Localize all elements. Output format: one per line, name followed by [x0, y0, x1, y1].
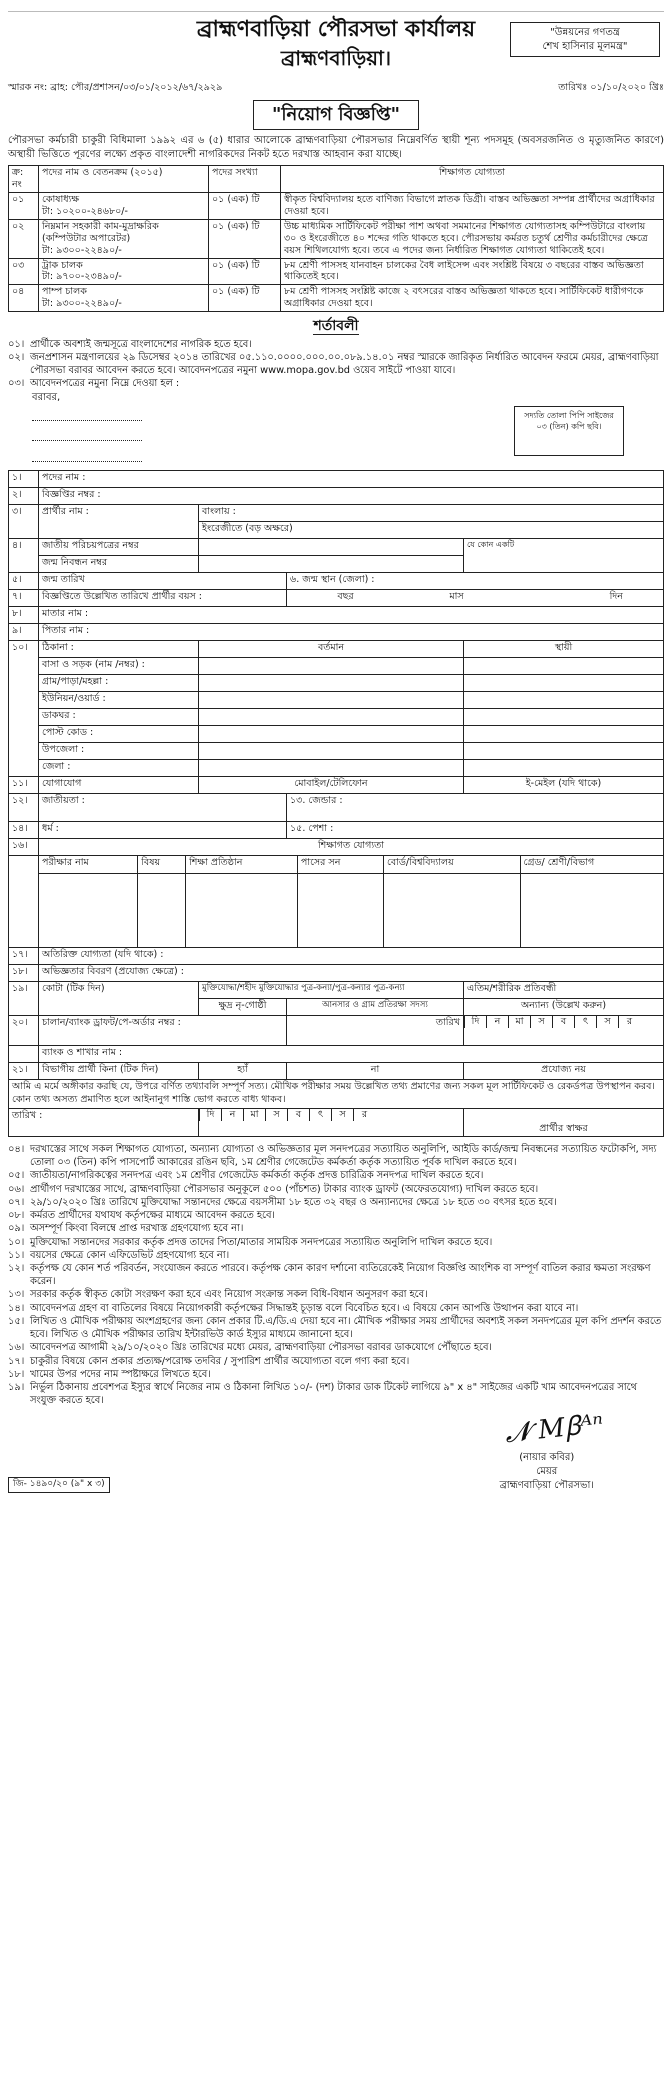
row-count: ০১ (এক) টি: [209, 258, 281, 285]
father-name-label: পিতার নাম :: [39, 624, 664, 641]
present-cell: [199, 658, 464, 675]
present-address-head: বর্তমান: [199, 641, 464, 658]
union-label: ইউনিয়ন/ওয়ার্ড :: [39, 692, 199, 709]
nationality-label: জাতীয়তা :: [39, 794, 287, 822]
edu-col-board: বোর্ড/বিশ্ববিদ্যালয়: [384, 856, 521, 873]
date-box: ব: [552, 1016, 574, 1028]
permanent-cell: [464, 658, 664, 675]
signature-block: [8, 1407, 664, 1502]
declaration-text: আমি এ মর্মে অঙ্গীকার করছি যে, উপরে বর্ণিত তথ্যাবলি সম্পূর্ণ সত্য। মৌখিক পরীক্ষার সময় উল্লেখিত তথ্য প্রমাণের জন্য সকল মূল সার্টিফিকেট ও রেকর্ডপত্র উপস্থাপন করব। কোন তথ্য অসত্য প্রমাণিত হলে আইনানুগ শাস্তি ভোগ করতে বাধ্য থাকব।: [9, 1080, 664, 1109]
post-pay: টা: ৯৭০০-২৩৪৯০/-: [42, 271, 122, 283]
draft-date-boxes: [464, 1016, 664, 1046]
row-serial: ০২: [9, 219, 39, 258]
date-box: ন: [486, 1016, 508, 1028]
form-row-education: [9, 839, 664, 856]
item-number: ০৫।: [8, 1170, 25, 1182]
row-count: ০১ (এক) টি: [209, 285, 281, 312]
edu-cell: [39, 873, 138, 947]
list-item: [8, 1288, 664, 1301]
conditions-heading-wrap: [8, 318, 664, 336]
religion-label: ধর্ম :: [39, 822, 287, 839]
row-number: ১৯।: [9, 982, 39, 1016]
row-number: ২।: [9, 488, 39, 505]
departmental-yes: হ্যাঁ: [199, 1063, 287, 1080]
item-text: মুক্তিযোদ্ধা সন্তানদের সরকার কর্তৃক প্রদত্ত তাদের পিতা/মাতার সাময়িক সনদপত্রের সত্যায়িত অনুলিপি দাখিল করতে হবে।: [30, 1236, 493, 1248]
list-item: [8, 1249, 664, 1262]
edu-cell: [384, 873, 521, 947]
memo-row: [8, 82, 664, 94]
date-box: ন: [221, 1109, 243, 1121]
name-bangla-field: বাংলায় :: [199, 505, 664, 522]
contact-label: যোগাযোগ: [39, 777, 199, 794]
nid-field: [199, 539, 464, 556]
posts-header-row: [9, 166, 664, 193]
present-cell: [199, 692, 464, 709]
conditions-list-bottom: [8, 1143, 664, 1407]
date-boxes: [199, 1109, 463, 1121]
memo-number: স্মারক নং: ব্রাহ: পৌর/প্রশাসন/০৩/০১/২০১২/৬৭/২৯২৯: [8, 82, 223, 93]
addressee: বরাবর,: [32, 392, 61, 404]
item-number: ০৬।: [8, 1183, 25, 1195]
row-number: ২১।: [9, 1063, 39, 1080]
row-qualification: উচ্চ মাধ্যমিক সার্টিফিকেট পরীক্ষা পাশ অথবা সমমানের শিক্ষাগত যোগ্যতাসহ কম্পিউটারে বাংলায় ৩০ ও ইংরেজীতে ৪০ শব্দের গতি থাকতে হবে। পৌরসভায় কর্মরত চতুর্থ শ্রেণীর কর্মচারীদের ক্ষেত্রে বয়স শিথিলযোগ্য হবে। তবে এ পদের জন্য নির্ধারিত শিক্ষাগত যোগ্যতা থাকিতেই হবে।: [281, 219, 664, 258]
row-number: ২০।: [9, 1016, 39, 1046]
form-row-address-line: [9, 709, 664, 726]
list-item: [8, 1169, 664, 1182]
row-number: ৯।: [9, 624, 39, 641]
years-label: বছর: [337, 591, 354, 603]
list-item: [8, 1368, 664, 1381]
dotted-line: [32, 452, 142, 462]
notice-title-wrap: [8, 100, 664, 131]
date-box: স: [331, 1109, 353, 1121]
list-item: [8, 338, 664, 351]
form-row-address-line: [9, 760, 664, 777]
signer-details: [500, 1451, 594, 1493]
form-row-dob: [9, 573, 664, 590]
edu-cell: [297, 873, 383, 947]
item-text: নির্ভুল ঠিকানায় প্রবেশপত্র ইস্যুর স্বার্থে নিজের নাম ও ঠিকানা লিখিত ১০/- (দশ) টাকার ডাক টিকেট লাগিয়ে ৯" x ৪" সাইজের একটি খাম আবেদনপত্রের সাথে সংযুক্ত করতে হবে।: [30, 1381, 637, 1407]
table-row: [9, 193, 664, 220]
item-number: ০৪।: [8, 1144, 25, 1155]
row-serial: ০১: [9, 193, 39, 220]
form-row-declaration-date: [9, 1109, 664, 1137]
row-number: ১২।: [9, 794, 39, 822]
declaration-date-label: তারিখ :: [12, 1110, 43, 1121]
education-header-row: [39, 856, 663, 873]
date-box: মা: [243, 1109, 265, 1121]
post-name: পাম্প চালক: [42, 286, 87, 298]
draft-date-label: তারিখ: [287, 1016, 464, 1046]
item-text: জাতীয়তা/নাগরিকত্বের সনদপত্র এবং ১ম শ্রেণীর গেজেটেড কর্মকর্তা কর্তৃক প্রদত্ত চারিত্রিক সনদপত্র দাখিল করতে হবে।: [30, 1170, 484, 1182]
addressee-block: [8, 392, 664, 464]
item-number: ০১।: [8, 338, 25, 350]
row-number: ৭।: [9, 590, 39, 607]
form-row-religion: [9, 822, 664, 839]
item-text: কর্মরত প্রার্থীদের যথাযথ কর্তৃপক্ষের মাধ্যমে আবেদন করতে হবে।: [30, 1210, 275, 1222]
post-name: নিম্নমান সহকারী কাম-মুদ্রাক্ষরিক (কম্পিউটার অপারেটর): [42, 220, 159, 244]
form-row-address-head: [9, 641, 664, 658]
edu-col-grade: গ্রেড/ শ্রেণী/বিভাগ: [520, 856, 663, 873]
days-label: দিন: [609, 591, 623, 603]
notice-number-field: বিজ্ঞপ্তির নম্বর :: [39, 488, 664, 505]
row-number: ৪।: [9, 539, 39, 573]
edu-cell: [186, 873, 298, 947]
spacer-cell: [9, 856, 39, 948]
form-row-address-line: [9, 743, 664, 760]
item-number: ০৯।: [8, 1223, 25, 1235]
item-text: খামের উপর পদের নাম স্পষ্টাক্ষরে লিখতে হবে।: [30, 1368, 211, 1380]
row-post: [39, 193, 209, 220]
permanent-cell: [464, 709, 664, 726]
form-row-address-line: [9, 726, 664, 743]
item-text: প্রার্থীগণ দরখাস্তের সাথে, ব্রাহ্মণবাড়িয়া পৌরসভার অনুকূলে ৫০০ (পাঁচশত) টাকার ব্যাংক ড্রাফট (অফেরতযোগ্য) দাখিল করতে হবে।: [30, 1183, 539, 1195]
date-box: ৎ: [574, 1016, 596, 1028]
row-number: ৫।: [9, 573, 39, 590]
application-form: [8, 470, 664, 1137]
item-number: ১২।: [8, 1262, 25, 1274]
slogan-line-2: শেখ হাসিনার মূলমন্ত্র": [542, 40, 628, 52]
quota-others: অন্যান্য (উল্লেখ করুন): [464, 999, 664, 1016]
item-text: অসম্পূর্ণ কিংবা বিলম্বে প্রাপ্ত দরখাস্ত গ্রহণযোগ্য হবে না।: [30, 1223, 244, 1235]
spacer-cell: [9, 1046, 39, 1063]
permanent-cell: [464, 675, 664, 692]
form-row-bank: [9, 1046, 664, 1063]
date-boxes: [464, 1016, 663, 1028]
post-pay: টা: ৯৩০০-২২৪৯০/-: [42, 244, 122, 256]
upazila-label: উপজেলা :: [39, 743, 199, 760]
district-label: জেলা :: [39, 760, 199, 777]
memo-date: তারিখঃ ০১/১০/২০২০ খ্রিঃ: [558, 82, 664, 93]
post-pay: টা: ৯৩০০-২২৪৯০/-: [42, 298, 122, 310]
departmental-no: না: [287, 1063, 464, 1080]
item-text: আবেদনপত্রের নমুনা নিম্নে দেওয়া হল :: [30, 378, 180, 390]
row-number: ১০।: [9, 641, 39, 777]
form-row-address-line: [9, 658, 664, 675]
item-text: লিখিত ও মৌখিক পরীক্ষায় অংশগ্রহণের জন্য কোন প্রকার টি.এ/ডি.এ দেয়া হবে না। মৌখিক পরীক্ষার সময় প্রার্থীদের অবশ্যই সকল সনদপত্রের মূল কপি প্রদর্শন করতে হবে। লিখিত ও মৌখিক পরীক্ষার তারিখ ইন্টারভিউ কার্ড ইস্যুর মাধ্যমে জানানো হবে।: [30, 1315, 662, 1341]
present-cell: [199, 709, 464, 726]
item-number: ১৭।: [8, 1355, 25, 1367]
list-item: [8, 1222, 664, 1235]
house-road-label: বাসা ও সড়ক (নাম /নম্বর) :: [39, 658, 199, 675]
age-field: [287, 590, 664, 607]
dotted-line: [32, 431, 142, 441]
signer-name: (নায়ার কবির): [519, 1452, 575, 1464]
departmental-label: বিভাগীয় প্রার্থী কিনা (টিক দিন): [39, 1063, 199, 1080]
table-row: [9, 219, 664, 258]
form-row-name-bn: [9, 505, 664, 522]
list-item: [8, 1183, 664, 1196]
row-number: ১৬।: [9, 839, 39, 856]
list-item: [8, 1143, 664, 1169]
col-qualification: শিক্ষাগত যোগ্যতা: [281, 166, 664, 193]
row-post: [39, 285, 209, 312]
form-row-education-table: [9, 856, 664, 948]
list-item: [8, 1209, 664, 1222]
item-number: ০৮।: [8, 1210, 25, 1222]
form-row-nationality: [9, 794, 664, 822]
item-text: প্রার্থীকে অবশ্যই জন্মসূত্রে বাংলাদেশের নাগরিক হতে হবে।: [30, 338, 252, 350]
item-text: চাকুরীর বিষয়ে কোন প্রকার প্রত্যক্ষ/পরোক্ষ তদবির / সুপারিশ প্রার্থীর অযোগ্যতা বলে গণ্য করা হবে।: [30, 1355, 410, 1367]
list-item: [8, 1302, 664, 1315]
item-number: ১০।: [8, 1236, 25, 1248]
mayor-signature-scribble: 𝓝 Mꞵᴬⁿ: [504, 1409, 606, 1450]
post-office-label: ডাকঘর :: [39, 709, 199, 726]
row-number: ৮।: [9, 607, 39, 624]
date-box: র: [618, 1016, 640, 1028]
present-cell: [199, 675, 464, 692]
form-row-notice-no: [9, 488, 664, 505]
list-item: [8, 1315, 664, 1341]
list-item: [8, 1196, 664, 1209]
item-number: ০৩।: [8, 378, 25, 390]
item-text: বয়সের ক্ষেত্রে কোন এফিডেভিট গ্রহণযোগ্য হবে না।: [30, 1249, 230, 1261]
date-box: স: [265, 1109, 287, 1121]
row-count: ০১ (এক) টি: [209, 193, 281, 220]
form-row-nid: [9, 539, 664, 556]
row-number: ১৪।: [9, 822, 39, 839]
row-qualification: ৮ম শ্রেণী পাসসহ যানবাহন চালকের বৈধ লাইসেন্স এবং সংশ্লিষ্ট বিষয়ে ৩ বছরের বাস্তব অভিজ্ঞতা থাকিতেই হবে।: [281, 258, 664, 285]
dotted-line: [32, 411, 142, 421]
quota-orphan-disabled: এতিম/শরীরিক প্রতিবন্ধী: [464, 982, 664, 999]
row-number: ৩।: [9, 505, 39, 539]
mother-name-label: মাতার নাম :: [39, 607, 664, 624]
list-item: [8, 1341, 664, 1354]
table-row: [9, 258, 664, 285]
form-row-contact: [9, 777, 664, 794]
row-post: [39, 219, 209, 258]
quota-label: কোটা (টিক দিন): [39, 982, 199, 1016]
post-name: কোষাধ্যক্ষ: [42, 194, 80, 206]
quota-ansar: আনসার ও গ্রাম প্রতিরক্ষা সদস্য: [287, 999, 464, 1016]
slogan-line-1: "উন্নয়নের গণতন্ত্র: [550, 27, 620, 38]
form-row-departmental: [9, 1063, 664, 1080]
date-box: দি: [464, 1016, 486, 1028]
address-label: ঠিকানা :: [39, 641, 199, 658]
form-row-draft: [9, 1016, 664, 1046]
post-name-field: পদের নাম :: [39, 471, 664, 488]
conditions-heading: শর্তাবলী: [313, 318, 359, 334]
item-number: ১৪।: [8, 1302, 25, 1314]
item-text: কর্তৃপক্ষ যে কোন শর্ত পরিবর্তন, সংযোজন করতে পারবে। কর্তৃপক্ষ কোন কারণ দর্শানো ব্যতিরেকেই নিয়োগ বিজ্ঞপ্তি আংশিক বা সম্পূর্ণ বাতিল করার ক্ষমতা সংরক্ষণ করেন।: [30, 1262, 651, 1288]
table-row: [9, 285, 664, 312]
row-post: [39, 258, 209, 285]
experience-label: অভিজ্ঞতার বিবরণ (প্রযোজ্য ক্ষেত্রে) :: [39, 965, 664, 982]
row-number: ১৭।: [9, 948, 39, 965]
education-table: [39, 856, 663, 947]
list-item: [8, 1236, 664, 1249]
education-table-cell: [39, 856, 664, 948]
edu-cell: [520, 873, 663, 947]
name-english-field: ইংরেজীতে (বড় অক্ষরে): [199, 522, 664, 539]
row-serial: ০৪: [9, 285, 39, 312]
item-number: ০৭।: [8, 1196, 25, 1208]
age-label: বিজ্ঞপ্তিতে উল্লেখিত তারিখে প্রার্থীর বয়স :: [39, 590, 287, 607]
present-cell: [199, 760, 464, 777]
birthplace-label: ৬. জন্ম স্থান (জেলা) :: [287, 573, 664, 590]
item-number: ১৮।: [8, 1368, 25, 1380]
col-post: পদের নাম ও বেতনক্রম (২০১৫): [39, 166, 209, 193]
row-number: ১৮।: [9, 965, 39, 982]
nid-label: জাতীয় পরিচয়পত্রের নম্বর: [39, 539, 199, 556]
conditions-list-top: [8, 338, 664, 391]
date-box: স: [596, 1016, 618, 1028]
form-row-declaration: [9, 1080, 664, 1109]
declaration-date-boxes: [199, 1109, 464, 1137]
phone-label: মোবাইল/টেলিফোন: [199, 777, 464, 794]
email-label: ই-মেইল (যদি থাকে): [464, 777, 664, 794]
item-text: জনপ্রশাসন মন্ত্রণালয়ের ২৯ ডিসেম্বর ২০১৪ তারিখের ০৫.১১০.০০০০.০০০.০০.০৮৯.১৪.০১ নম্বর স্মারকে জারিকৃত নির্ধারিত আবেদন ফরমে মেয়র, ব্রাহ্মণবাড়িয়া পৌরসভা বরাবর আবেদন করতে হবে। আবেদনপত্রের নমুনা www.mopa.gov.bd ওয়েব সাইটে পাওয়া যাবে।: [30, 351, 659, 376]
edu-cell: [138, 873, 186, 947]
posts-table: [8, 165, 664, 312]
item-text: আবেদনপত্র আগামী ২৯/১০/২০২০ খ্রিঃ তারিখের মধ্যে মেয়র, ব্রাহ্মণবাড়িয়া পৌরসভা বরাবর ডাকযোগে পৌঁছাতে হবে।: [30, 1342, 492, 1354]
row-serial: ০৩: [9, 258, 39, 285]
signer-title: মেয়র: [536, 1466, 558, 1478]
post-code-label: পোস্ট কোড :: [39, 726, 199, 743]
months-label: মাস: [449, 591, 464, 603]
declaration-date-cell: [9, 1109, 199, 1137]
birth-reg-field: [199, 556, 464, 573]
list-item: [8, 1262, 664, 1288]
date-box: মা: [508, 1016, 530, 1028]
applicant-signature-label: প্রার্থীর স্বাক্ষর: [464, 1109, 664, 1137]
item-number: ১৯।: [8, 1381, 25, 1393]
form-row-extra-qual: [9, 948, 664, 965]
edu-col-subject: বিষয়: [138, 856, 186, 873]
edu-col-exam: পরীক্ষার নাম: [39, 856, 138, 873]
print-code: জি- ১৪৯০/২০ (৯" x ৩): [8, 1477, 110, 1492]
office-name: ব্রাহ্মণবাড়িয়া পৌরসভা কার্যালয়: [196, 17, 476, 42]
form-row-experience: [9, 965, 664, 982]
permanent-address-head: স্থায়ী: [464, 641, 664, 658]
post-name: ট্রাক চালক: [42, 259, 83, 271]
either-one-note: যে কোন একটি: [464, 539, 664, 573]
item-number: ১১।: [8, 1249, 25, 1261]
form-row-address-line: [9, 692, 664, 709]
quota-ethnic: ক্ষুদ্র নৃ-গোষ্ঠী: [199, 999, 287, 1016]
notice-title: "নিয়োগ বিজ্ঞপ্তি": [253, 100, 419, 131]
item-number: ১৫।: [8, 1315, 25, 1327]
draft-number-label: চালান/ব্যাংক ড্রাফট/পে-অর্ডার নম্বর :: [39, 1016, 287, 1046]
gender-label: ১৩. জেন্ডার :: [287, 794, 664, 822]
date-box: দি: [199, 1109, 221, 1121]
intro-paragraph: পৌরসভা কর্মচারী চাকুরী বিধিমালা ১৯৯২ এর ৬ (৫) ধারার আলোকে ব্রাহ্মণবাড়িয়া পৌরসভার নিম্নেবর্ণিত স্থায়ী শূন্য পদসমূহ (অবসরজনিত ও মৃত্যুজনিত কারণে) অস্থায়ী ভিত্তিতে পূরণের লক্ষ্যে প্রকৃত বাংলাদেশী নাগরিকদের নিকট হতে দরখাস্ত আহবান করা যাচ্ছে।: [8, 135, 664, 160]
form-row-mother: [9, 607, 664, 624]
form-row-quota: [9, 982, 664, 999]
form-row-father: [9, 624, 664, 641]
signer-org: ব্রাহ্মণবাড়িয়া পৌরসভা।: [499, 1480, 594, 1492]
col-count: পদের সংখ্যা: [209, 166, 281, 193]
list-item: [8, 377, 664, 390]
city-name: ব্রাহ্মণবাড়িয়া।: [280, 45, 392, 70]
list-item: [8, 351, 664, 377]
post-pay: টা: ১০২০০-২৪৬৮০/-: [42, 206, 128, 217]
quota-freedom-fighter: মুক্তিযোদ্ধা/শহীদ মুক্তিযোদ্ধার পুত্র-কন্যা/পুত্র-কন্যার পুত্র-কন্যা: [199, 982, 464, 999]
education-blank-row: [39, 873, 663, 947]
date-box: ৎ: [309, 1109, 331, 1121]
list-item: [8, 1381, 664, 1407]
item-text: আবেদনপত্র গ্রহণ বা বাতিলের বিষয়ে নিয়োগকারী কর্তৃপক্ষের সিদ্ধান্তই চূড়ান্ত বলে বিবেচিত হবে। এ বিষয়ে কোন আপত্তি উত্থাপন করা যাবে না।: [30, 1302, 579, 1314]
permanent-cell: [464, 726, 664, 743]
edu-col-year: পাসের সন: [297, 856, 383, 873]
item-number: ১৩।: [8, 1289, 25, 1301]
photo-box: সদ্যতি তোলা পিপি সাইজের ০৩ (তিন) কপি ছবি।: [514, 406, 624, 456]
birth-reg-label: জন্ম নিবন্ধন নম্বর: [39, 556, 199, 573]
date-box: স: [530, 1016, 552, 1028]
date-box: র: [353, 1109, 375, 1121]
education-label: শিক্ষাগত যোগ্যতা: [39, 839, 664, 856]
row-number: ১১।: [9, 777, 39, 794]
item-text: দরখাস্তের সাথে সকল শিক্ষাগত যোগ্যতা, অন্যান্য যোগ্যতা ও অভিজ্ঞতার মূল সনদপত্রের সত্যায়িত অনুলিপি, আইডি কার্ড/জন্ম নিবন্ধনের সত্যায়িত ফটোকপি, সদ্য তোলা ০৩ (তিন) কপি পাসপোর্ট আকারের রঙিন ছবি, ১ম শ্রেণীর গেজেটেড কর্মকর্তা কর্তৃক সত্যায়িত পূর্বক দাখিল করতে হবে।: [30, 1144, 657, 1169]
form-row-age: [9, 590, 664, 607]
present-cell: [199, 743, 464, 760]
row-count: ০১ (এক) টি: [209, 219, 281, 258]
permanent-cell: [464, 743, 664, 760]
list-item: [8, 1355, 664, 1368]
scan-top-edge: [8, 6, 664, 12]
date-box: ব: [287, 1109, 309, 1121]
permanent-cell: [464, 760, 664, 777]
form-row-post: [9, 471, 664, 488]
departmental-na: প্রযোজ্য নয়: [464, 1063, 664, 1080]
row-qualification: ৮ম শ্রেণী পাসসহ সংশ্লিষ্ট কাজে ২ বৎসরের বাস্তব অভিজ্ঞতা থাকতে হবে। সার্টিফিকেট ধারীগণকে অগ্রাধিকার দেওয়া হবে।: [281, 285, 664, 312]
col-serial: ক্র: নং: [9, 166, 39, 193]
applicant-name-label: প্রার্থীর নাম :: [39, 505, 199, 539]
permanent-cell: [464, 692, 664, 709]
item-text: ২৯/১০/২০২০ খ্রিঃ তারিখে মুক্তিযোদ্ধা সন্তানদের ক্ষেত্রে বয়সসীমা ১৮ হতে ৩২ বছর ও অন্যান্যদের ক্ষেত্রে ১৮ হতে ৩০ বৎসর হতে হবে।: [30, 1196, 557, 1208]
item-number: ০২।: [8, 351, 25, 363]
slogan-box: [510, 22, 660, 57]
item-text: সরকার কর্তৃক স্বীকৃত কোটা সংরক্ষণ করা হবে এবং নিয়োগ সংক্রান্ত সকল বিধি-বিধান অনুসরণ করা হবে।: [30, 1289, 428, 1301]
item-number: ১৬।: [8, 1342, 25, 1354]
header: [8, 16, 664, 78]
present-cell: [199, 726, 464, 743]
dob-label: জন্ম তারিখ: [39, 573, 287, 590]
row-number: ১।: [9, 471, 39, 488]
form-row-address-line: [9, 675, 664, 692]
occupation-label: ১৫. পেশা :: [287, 822, 664, 839]
edu-col-institution: শিক্ষা প্রতিষ্ঠান: [186, 856, 298, 873]
row-qualification: স্বীকৃত বিশ্ববিদ্যালয় হতে বাণিজ্য বিভাগে স্নাতক ডিগ্রী। বাস্তব অভিজ্ঞতা সম্পন্ন প্রার্থীদের অগ্রাধিকার দেওয়া হবে।: [281, 193, 664, 220]
bank-label: ব্যাংক ও শাখার নাম :: [39, 1046, 664, 1063]
village-label: গ্রাম/পাড়া/মহল্লা :: [39, 675, 199, 692]
extra-qual-label: অতিরিক্ত যোগ্যতা (যদি থাকে) :: [39, 948, 664, 965]
